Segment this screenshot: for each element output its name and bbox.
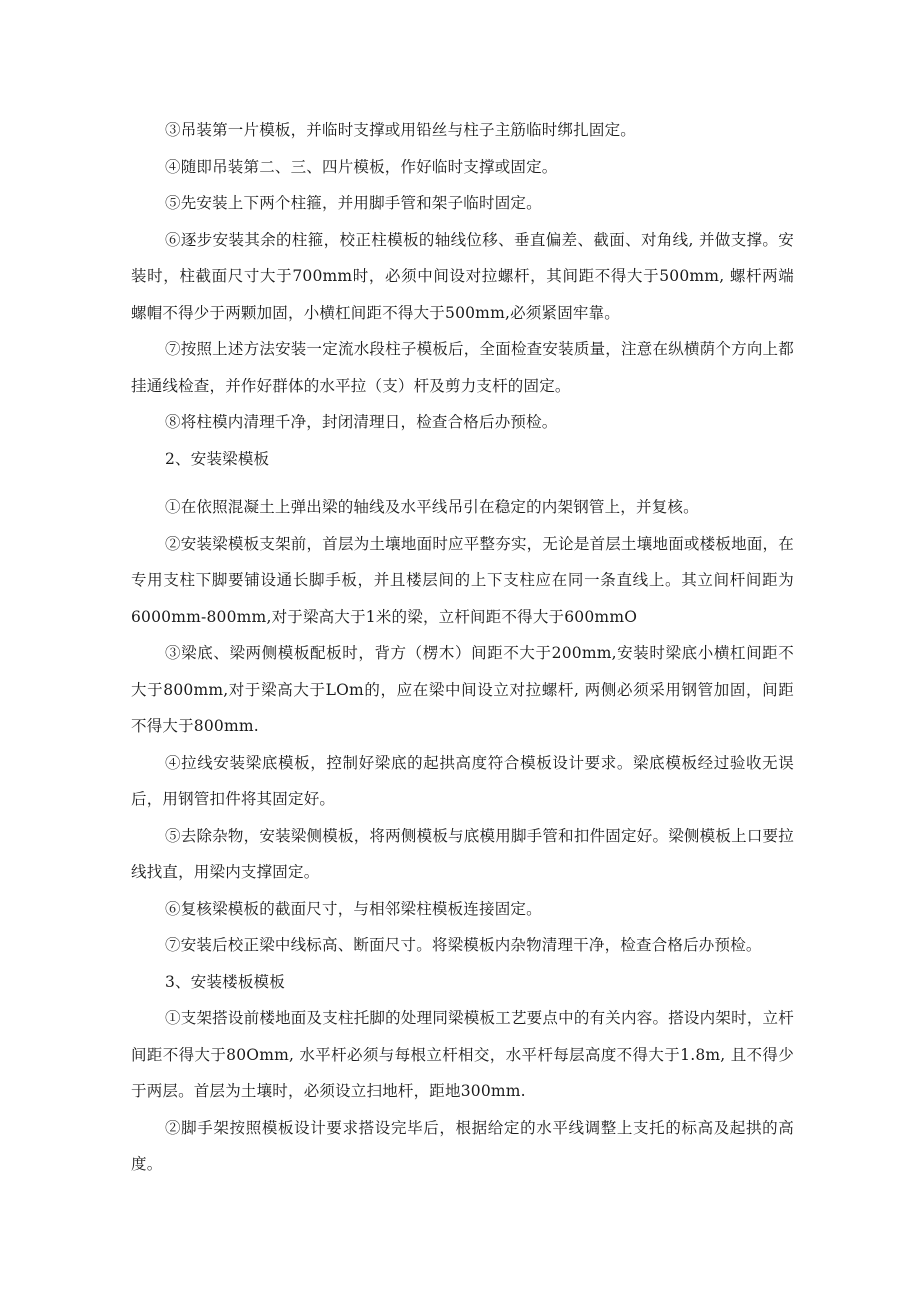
paragraph-step-6-column: ⑥逐步安装其余的柱箍，校正柱模板的轴线位移、垂直偏差、截面、对角线, 并做支撑。安装时，柱截面尺寸大于700mm时，必须中间设对拉螺杆，其间距不得大于500mm, 螺杆两端螺帽不得少于两颗加固，小横杠间距不得大于500mm,必须紧固牢靠。 bbox=[131, 230, 794, 322]
section-heading-slab-formwork: 3、安装楼板模板 bbox=[165, 972, 285, 991]
paragraph-step-4-column: ④随即吊装第二、三、四片模板，作好临时支撑或固定。 bbox=[165, 157, 558, 176]
paragraph-step-8-column: ⑧将柱模内清理千净，封闭清理日，检查合格后办预检。 bbox=[165, 413, 558, 431]
paragraph-step-4-beam: ④拉线安装梁底模板，控制好梁底的起拱高度符合模板设计要求。梁底模板经过验收无误后，用钢管扣件将其固定好。 bbox=[131, 753, 794, 808]
section-heading-beam-formwork: 2、安装梁模板 bbox=[165, 449, 270, 468]
paragraph-step-3-column: ③吊装第一片模板，并临时支撑或用铅丝与柱子主筋临时绑扎固定。 bbox=[165, 121, 637, 139]
paragraph-step-6-beam: ⑥复核梁模板的截面尺寸，与相邻梁柱模板连接固定。 bbox=[165, 899, 542, 918]
paragraph-step-2-slab: ②脚手架按照模板设计要求搭设完毕后，根据给定的水平线调整上支托的标高及起拱的高度。 bbox=[131, 1118, 794, 1173]
paragraph-step-3-beam: ③梁底、梁两侧模板配板时，背方（楞木）间距不大于200mm,安装时梁底小横杠间距不大于800mm,对于梁高大于LOm的，应在梁中间设立对拉螺杆, 两侧必须采用钢管加固，间距不得大于800mm. bbox=[131, 644, 794, 735]
paragraph-step-2-beam: ②安装梁模板支架前，首层为土壤地面时应平整夯实，无论是首层土壤地面或楼板地面，在专用支柱下脚要铺设通长脚手板，并且楼层间的上下支柱应在同一条直线上。其立间杆间距为6000mm-800mm,对于梁高大于1米的梁，立杆间距不得大于600mmO bbox=[131, 534, 794, 626]
paragraph-step-5-column: ⑤先安装上下两个柱箍，并用脚手管和架子临时固定。 bbox=[165, 194, 542, 212]
document-body bbox=[131, 112, 794, 1183]
paragraph-step-1-slab: ①支架搭设前楼地面及支柱托脚的处理同梁模板工艺要点中的有关内容。搭设内架时，立杆间距不得大于80Omm, 水平杆必须与每根立杆相交，水平杆每层高度不得大于1.8m, 且不得少于两层。首层为土壤时，必须设立扫地杆，距地300mm. bbox=[131, 1009, 794, 1100]
paragraph-step-7-column: ⑦按照上述方法安装一定流水段柱子模板后，全面检查安装质量，注意在纵横荫个方向上都挂通线检查，并作好群体的水平拉（支）杆及剪力支杆的固定。 bbox=[131, 340, 794, 395]
paragraph-step-7-beam: ⑦安装后校正梁中线标高、断面尺寸。将梁模板内杂物清理干净，检查合格后办预检。 bbox=[165, 936, 762, 954]
paragraph-step-1-beam: ①在依照混凝土上弹出梁的轴线及水平线吊引在稳定的内架钢管上，并复核。 bbox=[165, 498, 699, 516]
paragraph-step-5-beam: ⑤去除杂物，安装梁侧模板，将两侧模板与底模用脚手管和扣件固定好。梁侧模板上口要拉线找直，用梁内支撑固定。 bbox=[131, 826, 794, 881]
